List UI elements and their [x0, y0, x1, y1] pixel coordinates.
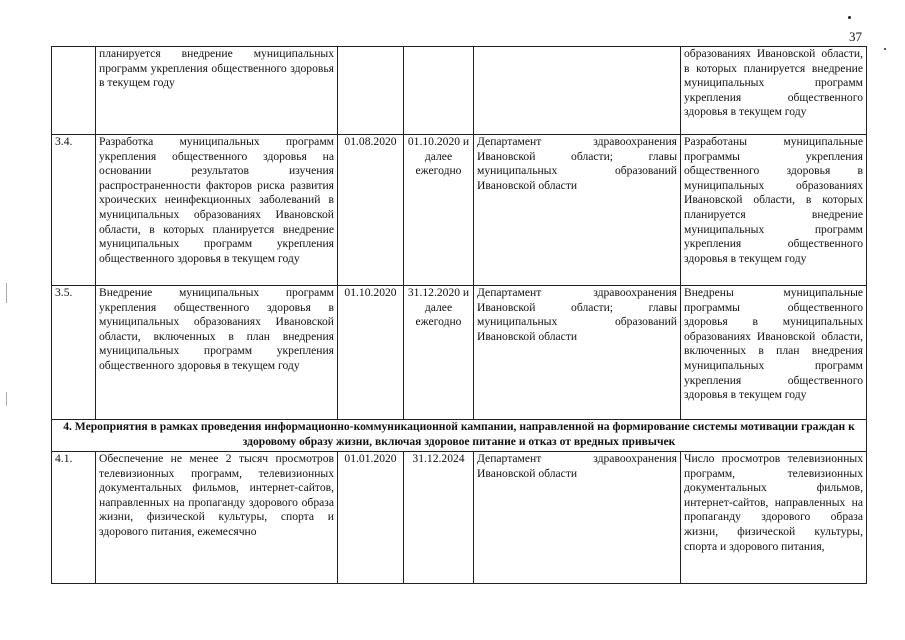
end-date: 31.12.2020 и далее ежегодно — [404, 286, 474, 420]
end-date — [404, 47, 474, 135]
measure-text: Разработка муниципальных программ укрепления общественного здоровья на основании результатов изучения распространенности факторов риска развития хроических неинфекционных заболеваний в муниципальных образованиях Ивановской области, в которых планируется внедрение муниципальных программ укрепления общественного здоровья в текущем году — [96, 135, 338, 286]
margin-mark — [6, 392, 7, 406]
row-number — [52, 47, 96, 135]
margin-mark — [6, 283, 7, 303]
expected-result: Разработаны муниципальные программы укрепления общественного здоровья в муниципальных образованиях Ивановской области, в которых планируется внедрение муниципальных программ укрепления общественного здоровья в текущем году — [681, 135, 867, 286]
row-number: 4.1. — [52, 452, 96, 584]
scan-speck — [848, 16, 851, 19]
expected-result: Число просмотров телевизионных программ, телевизионных документальных фильмов, интернет-сайтов, направленных на пропаганду здорового образа жизни, физической культуры, спорта и здорового питания, — [681, 452, 867, 584]
end-date: 31.12.2024 — [404, 452, 474, 584]
measure-text: планируется внедрение муниципальных программ укрепления общественного здоровья в текущем году — [96, 47, 338, 135]
start-date: 01.10.2020 — [338, 286, 404, 420]
responsible: Департамент здравоохранения Ивановской области — [474, 452, 681, 584]
measure-text: Внедрение муниципальных программ укрепления общественного здоровья в муниципальных образованиях Ивановской области, включенных в план внедрения муниципальных программ укрепления общественного здоровья в текущем году — [96, 286, 338, 420]
responsible: Департамент здравоохранения Ивановской области; главы муниципальных образований Ивановской области — [474, 135, 681, 286]
start-date: 01.08.2020 — [338, 135, 404, 286]
expected-result: образованиях Ивановской области, в которых планируется внедрение муниципальных программ укрепления общественного здоровья в текущем году — [681, 47, 867, 135]
end-date: 01.10.2020 и далее ежегодно — [404, 135, 474, 286]
table-row — [52, 135, 867, 286]
responsible: Департамент здравоохранения Ивановской области; главы муниципальных образований Ивановской области — [474, 286, 681, 420]
measures-table — [51, 46, 867, 584]
measure-text: Обеспечение не менее 2 тысяч просмотров телевизионных программ, телевизионных документальных фильмов, интернет-сайтов, направленных на пропаганду здорового образа жизни, физической культуры, спорта и здорового питания, ежемесячно — [96, 452, 338, 584]
page-number: 37 — [849, 29, 862, 44]
start-date — [338, 47, 404, 135]
scan-speck — [884, 48, 886, 50]
responsible — [474, 47, 681, 135]
table-row — [52, 286, 867, 420]
expected-result: Внедрены муниципальные программы общественного здоровья в муниципальных образованиях Ивановской области, включенных в план внедрения муниципальных программ укрепления общественного здоровья в текущем году — [681, 286, 867, 420]
table-row — [52, 452, 867, 584]
row-number: 3.4. — [52, 135, 96, 286]
table-row — [52, 47, 867, 135]
row-number: 3.5. — [52, 286, 96, 420]
section-row — [52, 420, 867, 452]
section-heading: 4. Мероприятия в рамках проведения информационно-коммуникационной кампании, направленной на формирование системы мотивации граждан к здоровому образу жизни, включая здоровое питание и отказ от вредных привычек — [52, 420, 867, 452]
start-date: 01.01.2020 — [338, 452, 404, 584]
